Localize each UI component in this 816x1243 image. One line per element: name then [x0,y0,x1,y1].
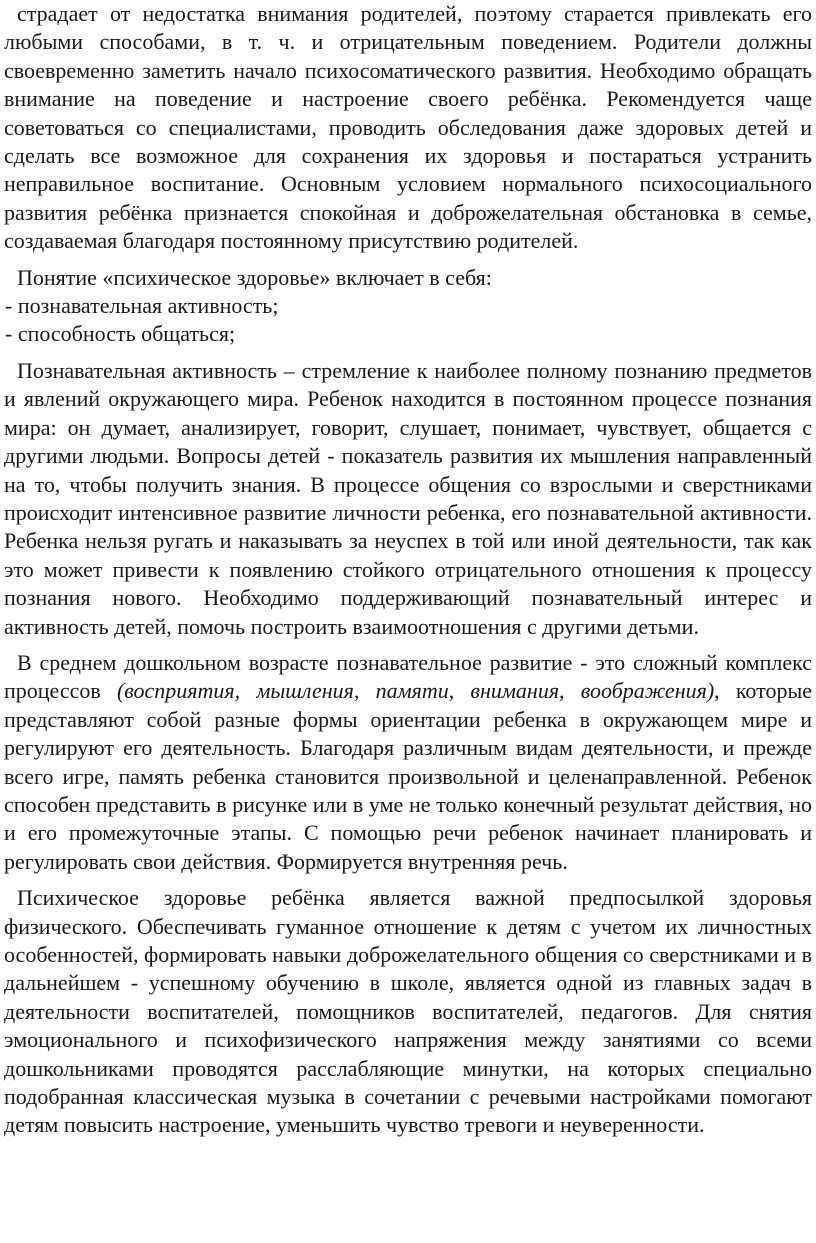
paragraph-continuation: страдает от недостатка внимания родителей, поэтому старается привлекать его любыми способами, в т. ч. и отрицательным поведением. Родители должны своевременно заметить начало психосоматического развития. Необходимо обращать внимание на поведение и настроение своего ребёнка. Рекомендуется чаще советоваться со специалистами, проводить обследования даже здоровых детей и сделать все возможное для сохранения их здоровья и постараться устранить неправильное воспитание. Основным условием нормального психосоциального развития ребёнка признается спокойная и доброжелательная обстановка в семье, создаваемая благодаря постоянному присутствию родителей. [4,1,812,254]
document-page [4,0,812,1140]
paragraph-mental-health: Психическое здоровье ребёнка является важной предпосылкой здоровья физического. Обеспечивать гуманное отношение к детям с учетом их личностных особенностей, формировать навыки доброжелательного общения со сверстниками и в дальнейшем - успешному обучению в школе, является одной из главных задач в деятельности воспитателей, помощников воспитателей, педагогов. Для снятия эмоционального и психофизического напряжения между занятиями со всеми дошкольниками проводятся расслабляющие минутки, на которых специально подобранная классическая музыка в сочетании с речевыми настройками помогают детям повысить настроение, уменьшить чувство тревоги и неуверенности. [4,885,812,1138]
list-item: - способность общаться; [5,321,236,347]
paragraph-cognitive-development [4,649,812,876]
italic-process-list: (восприятия, мышления, памяти, внимания, воображения) [116,678,715,704]
paragraph-text: В среднем дошкольном возрасте познавательное развитие - это сложный комплекс процессов [4,649,812,704]
list-item: - познавательная активность; [5,293,279,319]
paragraph-cognitive-activity: Познавательная активность – стремление к наиболее полному познанию предметов и явлений окружающего мира. Ребенок находится в постоянном процессе познания мира: он думает, анализирует, говорит, слушает, понимает, чувствует, общается с другими людьми. Вопросы детей - показатель развития их мышления направленный на то, чтобы получить знания. В процессе общения со взрослыми и сверстниками происходит интенсивное развитие личности ребенка, его познавательной активности. Ребенка нельзя ругать и наказывать за неуспех в той или иной деятельности, так как это может привести к появлению стойкого отрицательного отношения к процессу познания нового. Необходимо поддерживающий познавательный интерес и активность детей, помочь построить взаимоотношения с другими детьми. [4,357,812,639]
paragraph-definition-intro: Понятие «психическое здоровье» включает в себя: [17,264,492,290]
paragraph-text: , которые представляют собой разные формы ориентации ребенка в окружающем мире и регулируют его деятельность. Благодаря различным видам деятельности, и прежде всего игре, память ребенка становится произвольной и целенаправленной. Ребенок способен представить в рисунке или в уме не только конечный результат действия, но и его промежуточные этапы. С помощью речи ребенок начинает планировать и регулировать свои действия. Формируется внутренняя речь. [4,678,812,874]
